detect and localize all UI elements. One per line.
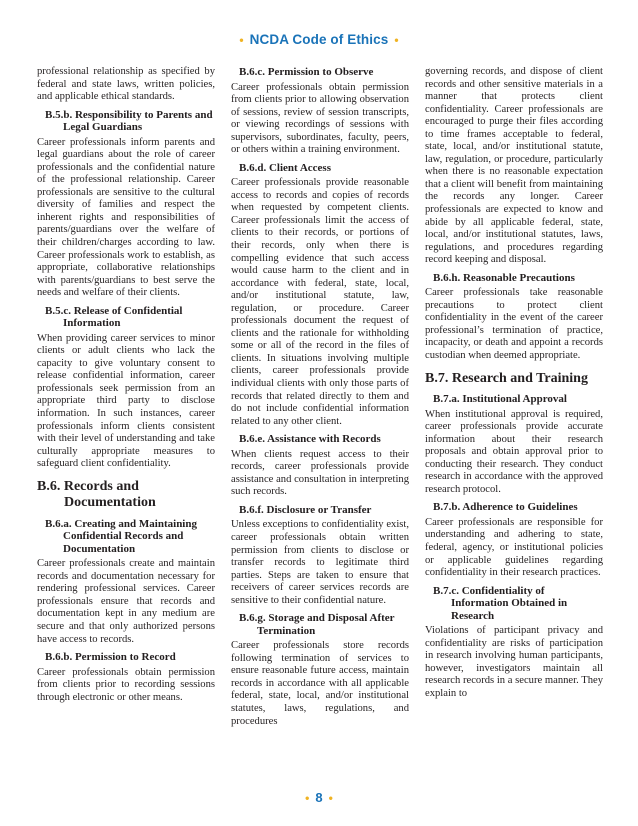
paragraph: Violations of participant privacy and confidentiality are risks of participation in research involving human participants, however, investigators maintain all research records in a secure manner. They explain to xyxy=(425,625,603,699)
paragraph: Career professionals create and maintain records and documentation necessary for rendering professional services. Career professionals ensure that records and documentation kept in any medium are secure and that only authorized persons have access to records. xyxy=(37,558,215,645)
section-heading: B.7.c. Confidentiality of Information Obtained in Research xyxy=(433,584,568,622)
page-header xyxy=(0,32,638,47)
paragraph: When clients request access to their records, career professionals provide assistance and consultation in interpreting such records. xyxy=(231,448,409,498)
section-heading: B.6.f. Disclosure or Transfer xyxy=(239,503,372,516)
paragraph: Career professionals store records following termination of services to ensure reasonable future access, maintain records in accordance with all applicable federal, state, local, and/or institutional statutes, laws, regulations, and procedures xyxy=(231,640,409,727)
section-heading: B.6.h. Reasonable Precautions xyxy=(433,271,575,284)
paragraph: Career professionals obtain permission from clients prior to allowing observation of sessions, review of session transcripts, or viewing recordings of sessions with supervisors, subordinates, faculty, peers, or others within a training environment. xyxy=(231,81,409,156)
paragraph: Career professionals obtain permission from clients prior to recording sessions through electronic or other means. xyxy=(37,666,215,703)
section-heading: B.6.b. Permission to Record xyxy=(45,651,176,664)
section-heading: B.5.b. Responsibility to Parents and Legal Guardians xyxy=(45,108,213,134)
column-left xyxy=(37,66,215,704)
section-heading: B.6.d. Client Access xyxy=(239,161,331,174)
column-middle xyxy=(231,66,409,728)
section-heading: B.7.b. Adherence to Guidelines xyxy=(433,501,578,514)
column-right xyxy=(425,66,603,700)
paragraph: Career professionals take reasonable precautions to protect client confidentiality in the event of the career professional’s termination of practice, incapacity, or death and appoint a records custodian when deemed appropriate. xyxy=(425,287,603,361)
paragraph: Career professionals inform parents and legal guardians about the role of career professionals and the confidential nature of the professional relationship. Career professionals are sensitive to the cultural diversity of families and respect the inherent rights and responsibilities of parents/guardians over the welfare of their children/charges according to law. Career professionals work to establish, as appropriate, collaborative relationships with parents/guardians to best serve the needs and welfare of their clients. xyxy=(37,136,215,299)
section-heading: B.7.a. Institutional Approval xyxy=(433,393,567,406)
major-heading: B.6. Records and Documentation xyxy=(37,478,156,511)
paragraph: When institutional approval is required, career professionals provide accurate information about their research proposals and obtain approval prior to conducting their research. They conduct research in accordance with the approved research protocol. xyxy=(425,408,603,495)
document-title: NCDA Code of Ethics xyxy=(249,32,389,47)
bullet-icon: • xyxy=(239,33,244,47)
section-heading: B.6.e. Assistance with Records xyxy=(239,433,381,446)
paragraph: governing records, and dispose of client records and other sensitive materials in a manner that protects client confidentiality. Career professionals are encouraged to purge their files according to time frames acceptable to federal, state, local, and/or institutional statute, law, regulation, or procedure, particularly when there is no reasonable expectation that a client will benefit from maintaining the records any longer. Career professionals are expected to know and abide by all applicable federal, state, local, and/or institutional statutes, laws, regulations, and procedures regarding record keeping and disposal. xyxy=(425,66,603,266)
bullet-icon: • xyxy=(394,33,399,47)
page-footer xyxy=(0,790,638,805)
major-heading: B.7. Research and Training xyxy=(425,370,588,386)
section-heading: B.6.g. Storage and Disposal After Termination xyxy=(239,612,395,637)
paragraph: Unless exceptions to confidentiality exist, career professionals obtain written permission from clients to disclose or transfer records to legitimate third parties. Steps are taken to ensure that receivers of career services records are sensitive to their confidential nature. xyxy=(231,519,409,606)
section-heading: B.6.a. Creating and Maintaining Confidential Records and Documentation xyxy=(45,517,197,555)
section-heading: B.5.c. Release of Confidential Information xyxy=(45,304,183,330)
paragraph: professional relationship as specified by federal and state laws, written policies, and applicable ethical standards. xyxy=(37,66,215,103)
paragraph: Career professionals provide reasonable access to records and copies of records when requested by competent clients. Career professionals limit the access of clients to their records, or portions of their records, only when there is compelling evidence that such access would cause harm to the client and in accordance with federal, state, local, and/or institutional statute, law, regulation, or procedure. Career professionals document the request of clients and the rationale for withholding some or all of the record in the files of clients. In situations involving multiple clients, career professionals provide individual clients with only those parts of records that related directly to them and do not include confidential information related to any other client. xyxy=(231,177,409,427)
bullet-icon: • xyxy=(305,791,310,805)
bullet-icon: • xyxy=(328,791,333,805)
paragraph: When providing career services to minor clients or adult clients who lack the capacity to give voluntary consent to release confidential information, career professionals seek permission from an appropriate third party to disclose information. In such instances, career professionals inform clients consistent with their level of understanding and take culturally appropriate measures to safeguard client confidentiality. xyxy=(37,332,215,470)
paragraph: Career professionals are responsible for understanding and adhering to state, federal, agency, or institutional policies or applicable guidelines regarding confidentiality in their research practices. xyxy=(425,516,603,579)
page-number: 8 xyxy=(315,790,323,805)
section-heading: B.6.c. Permission to Observe xyxy=(239,66,374,78)
